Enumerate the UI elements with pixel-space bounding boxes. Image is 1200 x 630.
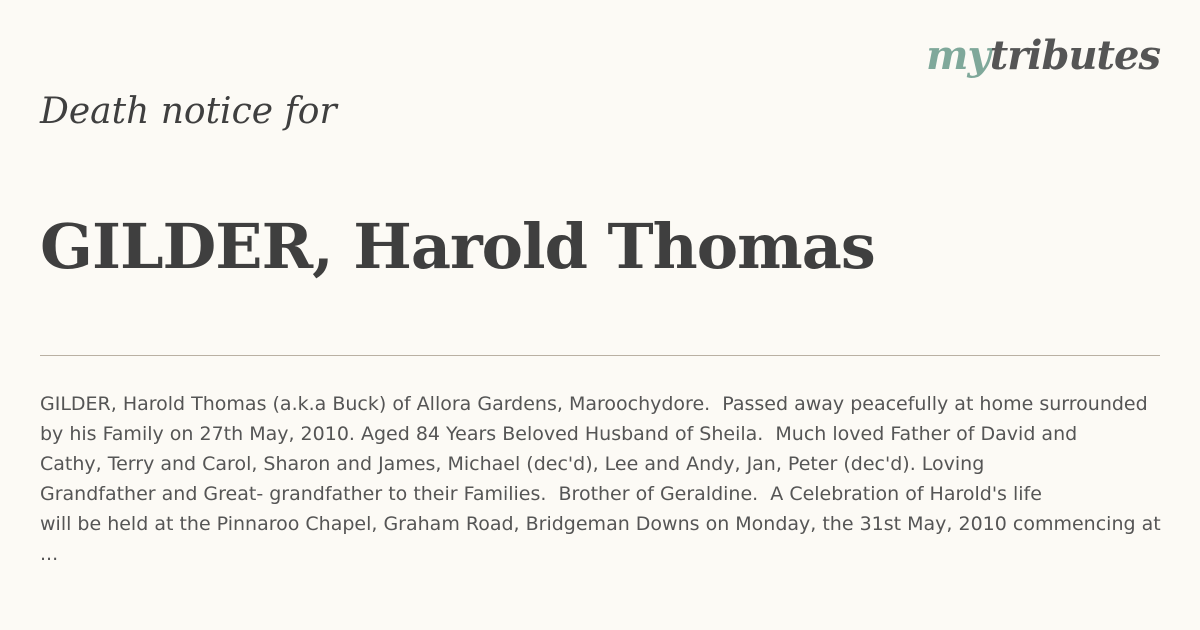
logo-tributes: tributes bbox=[989, 32, 1160, 79]
notice-line: Cathy, Terry and Carol, Sharon and James, Michael (dec'd), Lee and Andy, Jan, Peter (dec'd). Loving bbox=[40, 453, 985, 475]
notice-line: will be held at the Pinnaroo Chapel, Graham Road, Bridgeman Downs on Monday, the 31st May, 2010 commencing at bbox=[40, 513, 1161, 535]
notice-line: by his Family on 27th May, 2010. Aged 84 Years Beloved Husband of Sheila. Much loved Father of David and bbox=[40, 423, 1078, 445]
divider bbox=[40, 355, 1160, 356]
deceased-name: GILDER, Harold Thomas bbox=[40, 210, 875, 283]
notice-label: Death notice for bbox=[40, 91, 337, 132]
notice-body bbox=[40, 389, 1200, 569]
logo-my: my bbox=[926, 32, 990, 79]
mytributes-logo[interactable] bbox=[926, 32, 1160, 79]
notice-ellipsis: ... bbox=[40, 543, 59, 565]
notice-line: Grandfather and Great- grandfather to their Families. Brother of Geraldine. A Celebration of Harold's life bbox=[40, 483, 1042, 505]
notice-line: GILDER, Harold Thomas (a.k.a Buck) of Allora Gardens, Maroochydore. Passed away peacefully at home surrounded bbox=[40, 393, 1148, 415]
